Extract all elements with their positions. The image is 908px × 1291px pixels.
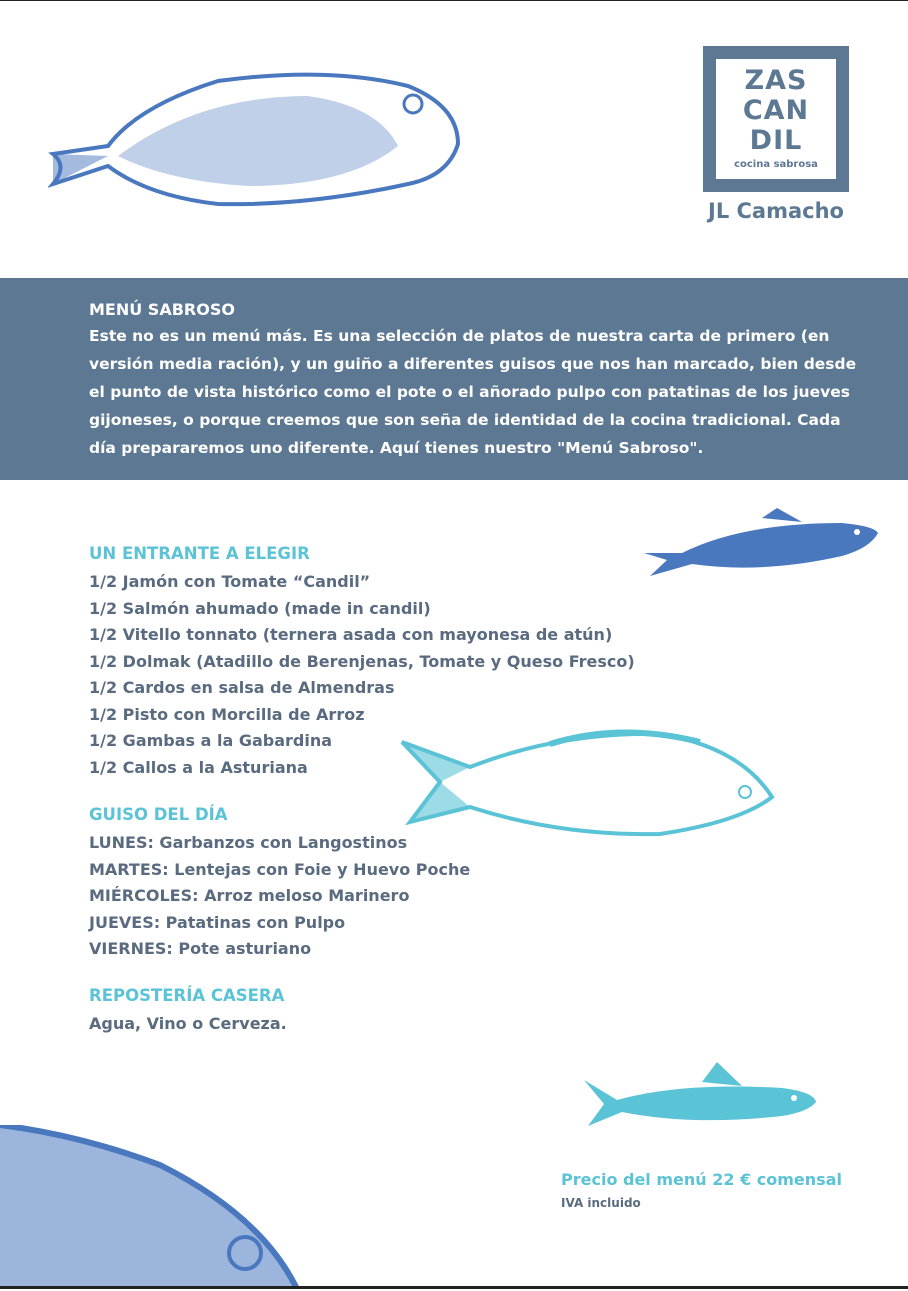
menu-item: LUNES: Garbanzos con Langostinos (89, 833, 408, 852)
menu-item: 1/2 Jamón con Tomate “Candil” (89, 572, 371, 591)
section-starters (89, 543, 635, 781)
menu-item: 1/2 Callos a la Asturiana (89, 757, 308, 777)
menu-item: JUEVES: Patatinas con Pulpo (89, 912, 346, 932)
logo-tagline: cocina sabrosa (734, 159, 818, 170)
menu-item: 1/2 Salmón ahumado (made in candil) (89, 598, 431, 618)
logo-line: ZAS (744, 65, 808, 96)
top-border (0, 0, 908, 1)
menu-item: MIÉRCOLES: Arroz meloso Marinero (89, 886, 410, 905)
section-dessert (89, 985, 287, 1038)
anchovy-illustration (582, 1060, 818, 1136)
menu-item: 1/2 Cardos en salsa de Almendras (89, 678, 395, 697)
menu-item: 1/2 Vitello tonnato (ternera asada con mayonesa de atún) (89, 625, 613, 644)
menu-item: VIERNES: Pote asturiano (89, 939, 312, 958)
section-stew-of-day (89, 804, 470, 963)
intro-text: Este no es un menú más. Es una selección de platos de nuestra carta de primero (en versión media ración), y un guiño a diferentes guisos que nos han marcado, bien desde el punto de vista histórico como el pote o el añorado pulpo con patatinas de los jueves gijoneses, o porque creemos que son seña de identidad de la cocina tradicional. Cada día prepararemos uno diferente. Aquí tienes nuestro "Menú Sabroso". (89, 327, 857, 457)
section-title: REPOSTERÍA CASERA (89, 986, 285, 1005)
section-title: UN ENTRANTE A ELEGIR (89, 544, 310, 563)
menu-price: Precio del menú 22 € comensal (561, 1170, 842, 1189)
tax-note: IVA incluido (561, 1196, 641, 1210)
logo-line: CAN (742, 95, 810, 126)
menu-item: MARTES: Lentejas con Foie y Huevo Poche (89, 859, 471, 879)
menu-item: 1/2 Gambas a la Gabardina (89, 731, 333, 750)
intro-title: MENÚ SABROSO (89, 300, 235, 319)
owner-name: JL Camacho (708, 199, 844, 223)
menu-item: Agua, Vino o Cerveza. (89, 1014, 287, 1033)
intro-panel (0, 278, 908, 480)
logo-line: DIL (749, 125, 803, 156)
menu-item: 1/2 Pisto con Morcilla de Arroz (89, 704, 365, 724)
sardine-illustration (642, 508, 880, 586)
fish-head-illustration (0, 1125, 300, 1287)
bottom-border (0, 1286, 908, 1289)
restaurant-logo (703, 46, 849, 192)
menu-item: 1/2 Dolmak (Atadillo de Berenjenas, Tomate y Queso Fresco) (89, 651, 635, 671)
sea-bream-illustration (48, 66, 463, 216)
section-title: GUISO DEL DÍA (89, 805, 228, 824)
